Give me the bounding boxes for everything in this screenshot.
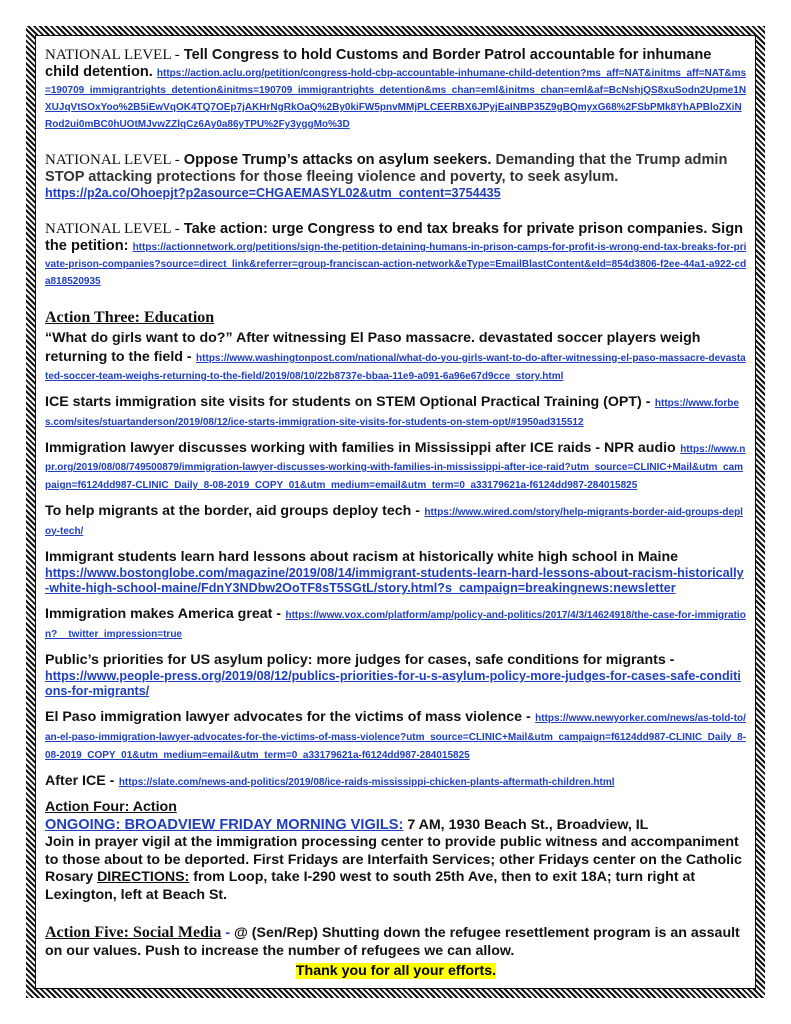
article-title: “What do girls want to do?” After witnessing El Paso massacre. devastated soccer players weigh returning to the field - bbox=[45, 330, 701, 365]
national-item-1 bbox=[45, 47, 747, 132]
item-title: Tell Congress to hold Customs and Border Patrol accountable for inhumane child detention. bbox=[45, 47, 712, 80]
article-title: ICE starts immigration site visits for students on STEM Optional Practical Training (OPT) - bbox=[45, 394, 651, 410]
article-link[interactable]: https://www.wired.com/story/help-migrants-border-aid-groups-deploy-tech/ bbox=[45, 507, 743, 537]
petition-link[interactable]: https://action.aclu.org/petition/congress-hold-cbp-accountable-inhumane-child-detention?ms_aff=NAT&initms_aff=NAT&ms=190709_immigrantrights_detention&initms=190709_immigrantrights_detention&ms_chan=eml&initms_chan=eml&af=BcNshjQS8xuSodn2Upme1NXUJqVtSOxYoo%2B5iEwVqOK4TQ7OEp7jAKHrNgRkOaQ%2By0kiFW5pnvMMjPLCEERBX6JPyjEaINBP35Z9gBQmyxG68%2FSbPMk8YhAPBloZXiNRod2ui0mBC0hUOtMJvwZZlqCz6Ay0a86yTPU%2Fy3yggMo%3D bbox=[45, 68, 747, 130]
petition-link[interactable]: https://actionnetwork.org/petitions/sign-the-petition-detaining-humans-in-prison-camps-for-profit-is-wrong-end-tax-breaks-for-private-prison-companies?source=direct_link&referrer=group-franciscan-action-network&eType=EmailBlastContent&eId=854d3806-f2ee-44a1-a922-cda818520935 bbox=[45, 242, 747, 287]
list-item bbox=[45, 605, 747, 642]
page-content bbox=[45, 47, 747, 989]
vigil-time: 7 AM, 1930 Beach St., Broadview, IL bbox=[403, 816, 649, 833]
article-title: El Paso immigration lawyer advocates for the victims of mass violence - bbox=[45, 709, 531, 725]
article-link[interactable]: https://www.forbes.com/sites/stuartanderson/2019/08/12/ice-starts-immigration-site-visits-for-students-on-stem-opt/#1950ad315512 bbox=[45, 398, 739, 428]
directions-text: from Loop, take I-290 west to south 25th Ave, then to exit 18A; turn right at Lexington, left at Beach St. bbox=[45, 869, 696, 903]
petition-link[interactable]: https://p2a.co/Ohoepjt?p2asource=CHGAEMASYL02&utm_content=3754435 bbox=[45, 186, 501, 200]
vigil-body: Join in prayer vigil at the immigration processing center to provide public witness and accompaniment to those about to be deported. First Fridays are Interfaith Services; other Fridays center on the Catholic Rosary bbox=[45, 834, 742, 885]
article-title: Immigrant students learn hard lessons about racism at historically white high school in Maine bbox=[45, 548, 679, 565]
article-link[interactable]: https://www.people-press.org/2019/08/12/publics-priorities-for-u-s-asylum-policy-more-judges-for-cases-safe-conditions-for-migrants/ bbox=[45, 669, 741, 698]
national-item-2 bbox=[45, 152, 747, 201]
item-title: Oppose Trump’s attacks on asylum seekers. bbox=[183, 152, 492, 168]
action-three-section bbox=[45, 309, 747, 327]
action-five-body: @ (Sen/Rep) Shutting down the refugee resettlement program is an assault on our values. Push to increase the number of refugees we can allow. bbox=[45, 925, 740, 959]
level-label: NATIONAL LEVEL - bbox=[45, 221, 180, 237]
article-link[interactable]: https://www.bostonglobe.com/magazine/2019/08/14/immigrant-students-learn-hard-lessons-about-racism-historically-white-high-school-maine/FdnY3NDbw2OoTF8sT5SGtL/story.html?s_campaign=breakingnews:newsletter bbox=[45, 566, 744, 595]
article-link[interactable]: https://slate.com/news-and-politics/2019/08/ice-raids-mississippi-chicken-plants-aftermath-children.html bbox=[118, 776, 615, 788]
action-four-section bbox=[45, 799, 747, 904]
level-label: NATIONAL LEVEL - bbox=[45, 47, 180, 63]
list-item bbox=[45, 329, 747, 384]
article-title: After ICE - bbox=[45, 772, 115, 789]
list-item bbox=[45, 548, 747, 597]
article-title: Immigration lawyer discusses working with families in Mississippi after ICE raids - NPR audio bbox=[45, 439, 676, 456]
item-body: Demanding that the Trump admin STOP attacking protections for those fleeing violence and poverty, to seek asylum. bbox=[45, 152, 728, 185]
action-three-list bbox=[45, 329, 747, 790]
list-item bbox=[45, 651, 747, 700]
action-three-heading: Action Three: Education bbox=[45, 309, 215, 326]
article-link[interactable]: https://www.vox.com/platform/amp/policy-and-politics/2017/4/3/14624918/the-case-for-immigration?__twitter_impression=true bbox=[45, 610, 746, 640]
list-item bbox=[45, 393, 747, 430]
article-link[interactable]: https://www.npr.org/2019/08/08/749500879/immigration-lawyer-discusses-working-with-families-in-mississippi-after-ice-raid?utm_source=CLINIC+Mail&utm_campaign=f6124dd987-CLINIC_Daily_8-08-2019_COPY_01&utm_medium=email&utm_term=0_a33179621a-f6124dd987-284015825 bbox=[45, 443, 746, 491]
action-four-heading: Action Four: Action bbox=[45, 799, 177, 815]
action-five-section bbox=[45, 924, 747, 980]
item-title: Take action: urge Congress to end tax breaks for private prison companies. Sign the petition: bbox=[45, 221, 744, 254]
thanks-text: Thank you for all your efforts. bbox=[295, 963, 497, 979]
article-link[interactable]: https://www.washingtonpost.com/national/what-do-you-girls-want-to-do-after-witnessing-el-paso-massacre-devastated-soccer-team-weighs-returning-to-the-field/2019/08/10/22b8737e-bbaa-11e9-a091-6a96e67d9cce_story.html bbox=[45, 352, 746, 382]
vigil-link[interactable]: ONGOING: BROADVIEW FRIDAY MORNING VIGILS: bbox=[45, 816, 404, 833]
directions-label: DIRECTIONS: bbox=[97, 869, 190, 885]
dash: - bbox=[221, 925, 235, 941]
article-title: Public’s priorities for US asylum policy: more judges for cases, safe conditions for migrants - bbox=[45, 651, 675, 668]
national-item-3 bbox=[45, 221, 747, 289]
level-label: NATIONAL LEVEL - bbox=[45, 152, 180, 168]
article-link[interactable]: https://www.newyorker.com/news/as-told-to/an-el-paso-immigration-lawyer-advocates-for-the-victims-of-mass-violence?utm_source=CLINIC+Mail&utm_campaign=f6124dd987-CLINIC_Daily_8-08-2019_COPY_01&utm_medium=email&utm_term=0_a33179621a-f6124dd987-284015825 bbox=[45, 713, 747, 761]
action-five-heading: Action Five: Social Media bbox=[45, 924, 222, 941]
list-item bbox=[45, 708, 747, 763]
list-item bbox=[45, 772, 747, 791]
article-title: Immigration makes America great - bbox=[45, 606, 282, 622]
article-title: To help migrants at the border, aid groups deploy tech - bbox=[45, 503, 420, 519]
list-item bbox=[45, 439, 747, 494]
list-item bbox=[45, 502, 747, 539]
